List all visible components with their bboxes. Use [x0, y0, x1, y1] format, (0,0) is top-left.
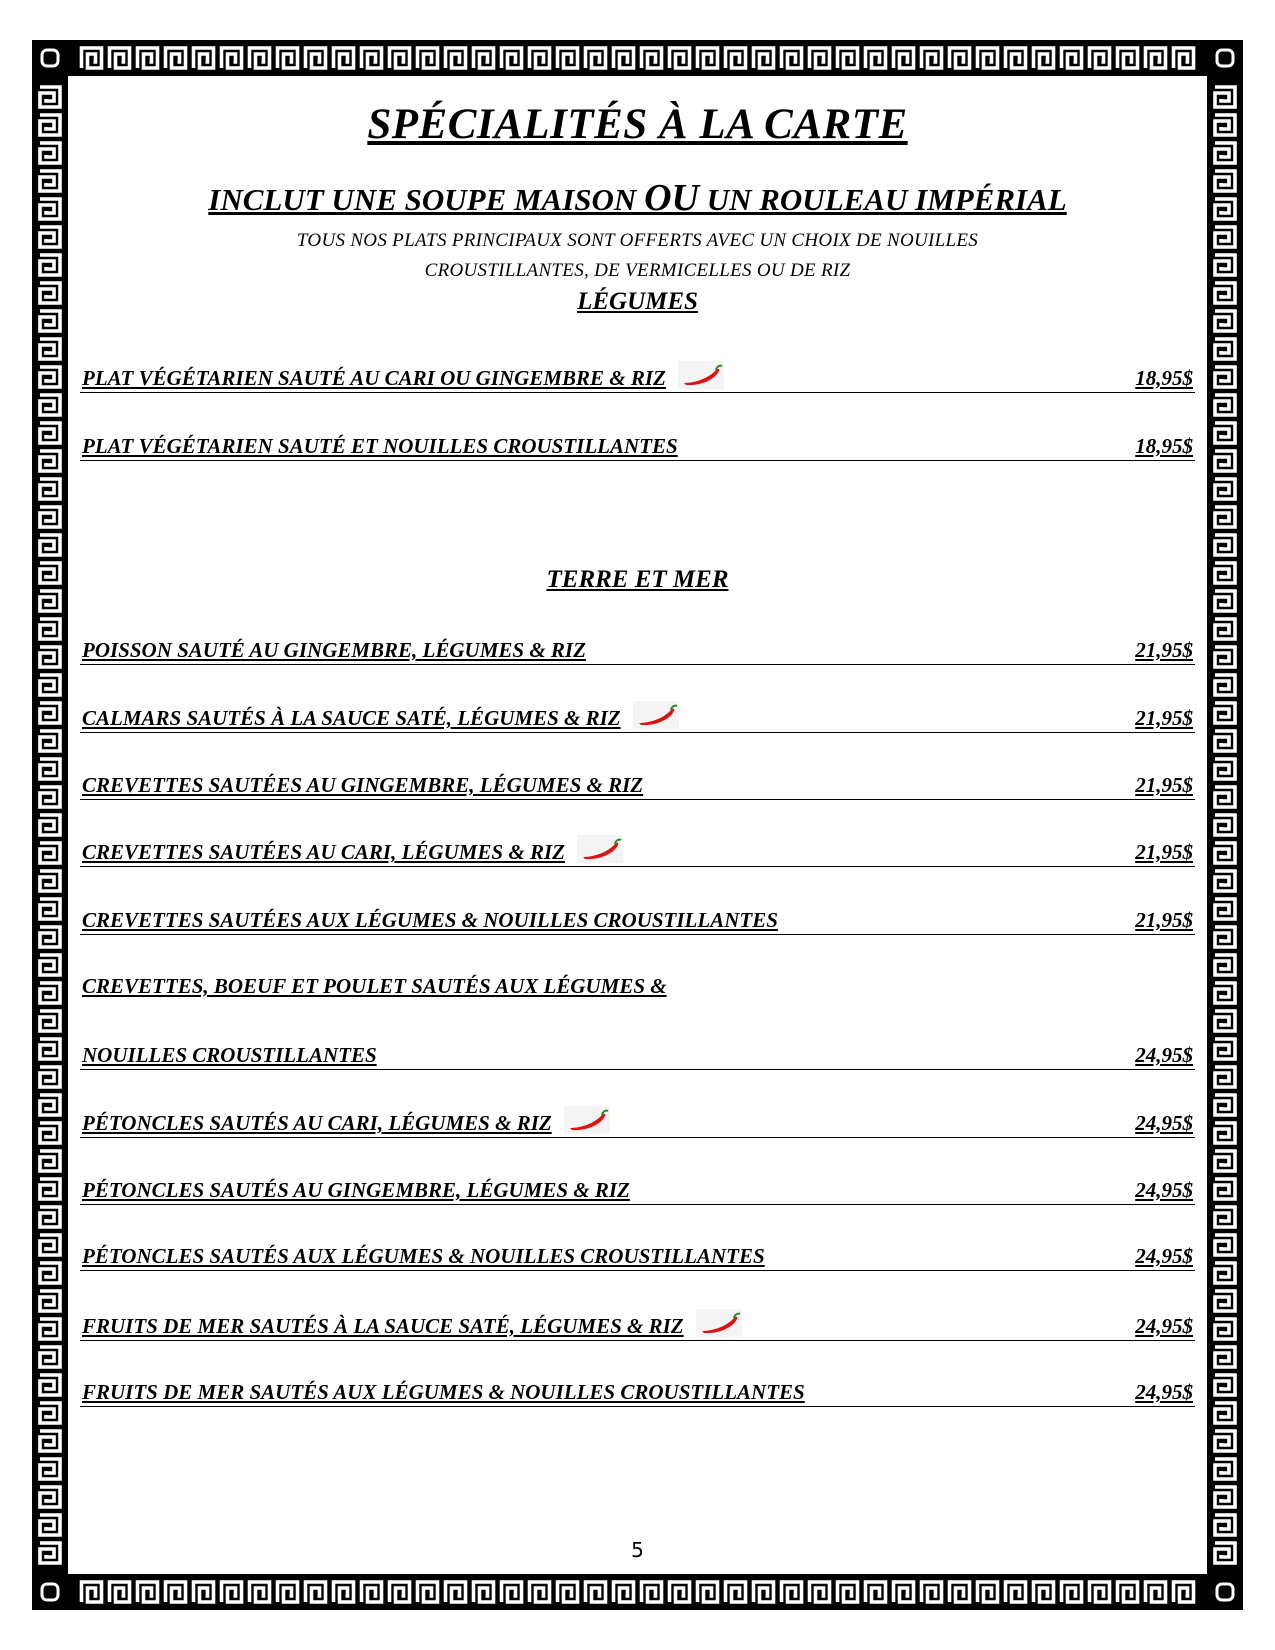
item-name: PÉTONCLES SAUTÉS AU CARI, LÉGUMES & RIZ	[82, 1106, 610, 1136]
item-name: PÉTONCLES SAUTÉS AUX LÉGUMES & NOUILLES CROUSTILLANTES	[82, 1244, 765, 1268]
item-price: 18,95$	[1135, 434, 1193, 458]
item-name: FRUITS DE MER SAUTÉS À LA SAUCE SATÉ, LÉGUMES & RIZ	[82, 1309, 742, 1339]
border-bottom	[68, 1578, 1207, 1606]
item-name: PLAT VÉGÉTARIEN SAUTÉ AU CARI OU GINGEMBRE & RIZ	[82, 361, 724, 391]
menu-page	[80, 100, 1195, 1580]
menu-item	[80, 1306, 1195, 1341]
item-price: 24,95$	[1135, 1314, 1193, 1338]
border-right	[1211, 76, 1239, 1574]
item-name: CREVETTES, BOEUF ET POULET SAUTÉS AUX LÉGUMES &	[82, 974, 667, 998]
item-price: 21,95$	[1135, 840, 1193, 864]
menu-item	[80, 765, 1195, 800]
subtitle-before: INCLUT UNE SOUPE MAISON	[208, 182, 645, 217]
menu-item	[80, 1103, 1195, 1138]
menu-item	[80, 1035, 1195, 1070]
corner-ring-icon	[1211, 44, 1239, 72]
item-price: 21,95$	[1135, 773, 1193, 797]
subtitle-emphasis: OU	[644, 177, 699, 219]
menu-item	[80, 698, 1195, 733]
item-price: 21,95$	[1135, 638, 1193, 662]
subtitle-after: UN ROULEAU IMPÉRIAL	[698, 182, 1067, 217]
menu-item	[80, 832, 1195, 867]
item-name: PLAT VÉGÉTARIEN SAUTÉ ET NOUILLES CROUSTILLANTES	[82, 434, 678, 458]
menu-item	[80, 426, 1195, 461]
item-name: CREVETTES SAUTÉES AUX LÉGUMES & NOUILLES CROUSTILLANTES	[82, 908, 778, 932]
section-heading-terre-et-mer: TERRE ET MER	[546, 566, 729, 593]
item-price: 24,95$	[1135, 1111, 1193, 1135]
menu-item	[80, 1170, 1195, 1205]
menu-item	[80, 358, 1195, 393]
item-price: 24,95$	[1135, 1043, 1193, 1067]
menu-item	[80, 900, 1195, 935]
item-price: 24,95$	[1135, 1380, 1193, 1404]
corner-ring-icon	[36, 1578, 64, 1606]
item-name: CREVETTES SAUTÉES AU CARI, LÉGUMES & RIZ	[82, 835, 623, 865]
item-price: 18,95$	[1135, 366, 1193, 390]
corner-ring-icon	[36, 44, 64, 72]
page-subtitle	[80, 176, 1195, 220]
page-title: SPÉCIALITÉS À LA CARTE	[367, 101, 908, 148]
item-price: 21,95$	[1135, 706, 1193, 730]
item-name: POISSON SAUTÉ AU GINGEMBRE, LÉGUMES & RIZ	[82, 638, 586, 662]
item-price: 21,95$	[1135, 908, 1193, 932]
note-line: CROUSTILLANTES, DE VERMICELLES OU DE RIZ	[424, 260, 851, 281]
sides-note	[80, 226, 1195, 286]
chili-pepper-icon	[696, 1309, 742, 1337]
note-line: TOUS NOS PLATS PRINCIPAUX SONT OFFERTS AVEC UN CHOIX DE NOUILLES	[296, 230, 979, 251]
item-name: PÉTONCLES SAUTÉS AU GINGEMBRE, LÉGUMES & RIZ	[82, 1178, 630, 1202]
border-left	[36, 76, 64, 1574]
chili-pepper-icon	[633, 701, 679, 729]
item-name: FRUITS DE MER SAUTÉS AUX LÉGUMES & NOUILLES CROUSTILLANTES	[82, 1380, 805, 1404]
section-heading-legumes: LÉGUMES	[577, 288, 698, 315]
item-price: 24,95$	[1135, 1178, 1193, 1202]
item-name: CALMARS SAUTÉS À LA SAUCE SATÉ, LÉGUMES & RIZ	[82, 701, 679, 731]
item-name: NOUILLES CROUSTILLANTES	[82, 1043, 377, 1067]
menu-item	[80, 1236, 1195, 1271]
item-name: CREVETTES SAUTÉES AU GINGEMBRE, LÉGUMES & RIZ	[82, 773, 644, 797]
corner-ring-icon	[1211, 1578, 1239, 1606]
menu-item	[80, 630, 1195, 665]
chili-pepper-icon	[577, 835, 623, 863]
chili-pepper-icon	[678, 361, 724, 389]
menu-item	[80, 966, 1195, 1000]
item-price: 24,95$	[1135, 1244, 1193, 1268]
page-number: 5	[631, 1538, 644, 1562]
menu-item	[80, 1372, 1195, 1407]
border-top	[68, 44, 1207, 72]
chili-pepper-icon	[564, 1106, 610, 1134]
